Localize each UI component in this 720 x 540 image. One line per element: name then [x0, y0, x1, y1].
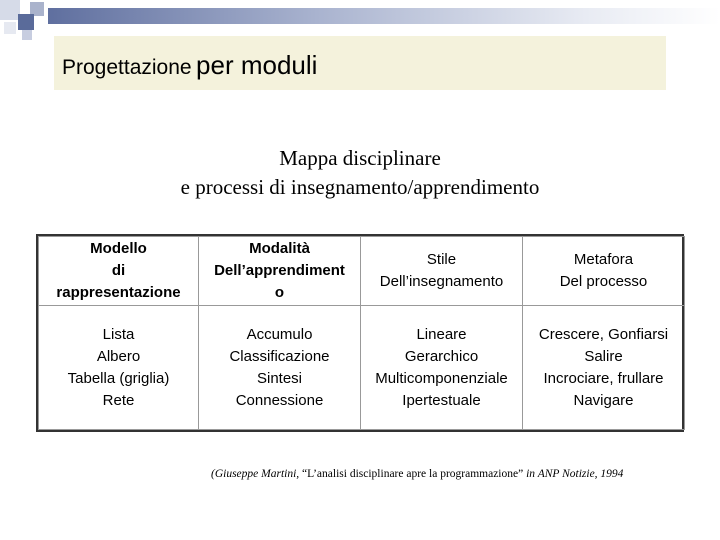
- cell-line: Tabella (griglia): [67, 369, 170, 387]
- cell-line: Sintesi: [256, 369, 303, 387]
- cell-line: Del processo: [559, 273, 648, 290]
- cell-line: Crescere, Gonfiarsi: [538, 325, 669, 343]
- decor-square: [4, 22, 16, 34]
- cell-line: Incrociare, frullare: [543, 369, 664, 387]
- cell-line: rappresentazione: [56, 284, 181, 301]
- cell-line: Rete: [102, 391, 135, 409]
- header-cell: [361, 237, 523, 306]
- citation-article: “L’analisi disciplinare apre la programmazione”: [302, 468, 527, 480]
- cell-line: Lista: [102, 325, 135, 343]
- citation: [211, 468, 623, 480]
- decor-square: [0, 0, 20, 20]
- table-row: [39, 306, 685, 430]
- cell-line: Navigare: [573, 391, 634, 409]
- top-gradient-bar: [48, 8, 720, 24]
- header-cell: [523, 237, 685, 306]
- cell-line: di: [111, 262, 126, 279]
- cell-line: Stile: [426, 251, 457, 268]
- cell-line: Ipertestuale: [402, 391, 481, 409]
- slide-heading: [0, 144, 720, 202]
- cell-line: Modalità: [249, 240, 310, 257]
- header-cell: [199, 237, 361, 306]
- cell-line: Salire: [584, 347, 623, 365]
- cell-line: Albero: [96, 347, 141, 365]
- cell-line: Lineare: [416, 325, 467, 343]
- table-cell: [199, 306, 361, 430]
- citation-author: (Giuseppe Martini,: [211, 468, 303, 480]
- table-cell: [361, 306, 523, 430]
- heading-line-1: Mappa disciplinare: [279, 146, 441, 170]
- cell-line: Metafora: [573, 251, 634, 268]
- decor-square: [18, 14, 34, 30]
- decor-square: [22, 30, 32, 40]
- cell-line: o: [274, 284, 285, 301]
- cell-line: Accumulo: [246, 325, 313, 343]
- table-cell: [39, 306, 199, 430]
- table-cell: [523, 306, 685, 430]
- table-header-row: [39, 237, 685, 306]
- heading-line-2: e processi di insegnamento/apprendimento: [180, 175, 540, 199]
- disciplinary-map-table: [36, 234, 684, 432]
- cell-line: Classificazione: [229, 347, 330, 365]
- cell-line: Modello: [90, 240, 147, 257]
- cell-line: Multicomponenziale: [375, 369, 508, 387]
- header-cell: [39, 237, 199, 306]
- cell-line: Dell’apprendiment: [214, 262, 345, 279]
- cell-line: Gerarchico: [404, 347, 479, 365]
- slide-title: [62, 50, 317, 81]
- slide-title-part1: Progettazione: [62, 56, 192, 79]
- cell-line: Dell’insegnamento: [379, 273, 504, 290]
- cell-line: Connessione: [235, 391, 324, 409]
- citation-source: in ANP Notizie, 1994: [526, 468, 624, 480]
- slide-title-part2: per moduli: [196, 50, 318, 80]
